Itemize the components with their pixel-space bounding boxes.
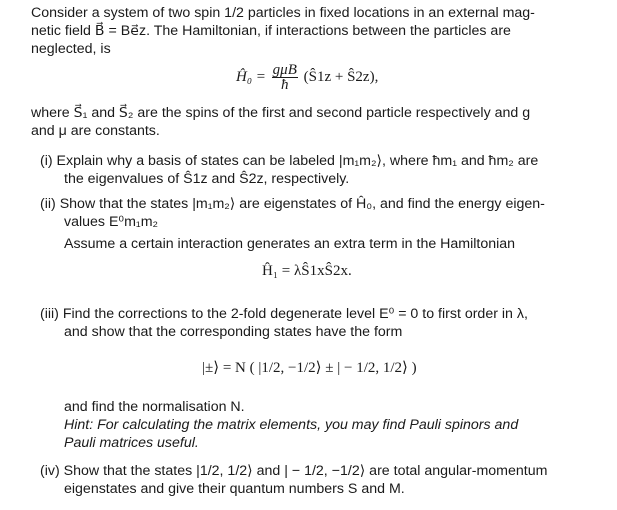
states-equation: |±⟩ = N ( |1/2, −1/2⟩ ± | − 1/2, 1/2⟩ ) <box>202 360 417 376</box>
normalisation-line: and find the normalisation N. <box>64 399 245 415</box>
part-ii-line-1: (ii) Show that the states |m₁m₂⟩ are eigenstates of Ĥ₀, and find the energy eigen- <box>40 196 545 212</box>
intro-line-2: netic field B⃗ = Be⃗z. The Hamiltonian, if interactions between the particles are <box>31 23 511 39</box>
part-iii-line-2: and show that the corresponding states have the form <box>64 324 403 340</box>
where-line-2: and μ are constants. <box>31 123 160 139</box>
part-iii-line-1: (iii) Find the corrections to the 2-fold degenerate level E⁰ = 0 to first order in λ, <box>40 306 528 322</box>
intro-line-3: neglected, is <box>31 41 111 57</box>
h0-fraction-numerator: gμB <box>272 62 297 78</box>
intro-line-1: Consider a system of two spin 1/2 particles in fixed locations in an external mag- <box>31 5 535 21</box>
part-ii-line-2: values E⁰m₁m₂ <box>64 214 159 230</box>
part-i-line-2: the eigenvalues of Ŝ1z and Ŝ2z, respectively. <box>64 171 350 187</box>
hint-line-2: Pauli matrices useful. <box>64 435 199 451</box>
hamiltonian-h0-equation <box>236 63 378 92</box>
h0-fraction <box>272 63 298 92</box>
hamiltonian-h1-equation: Ĥ₁ = λŜ1xŜ2x. <box>262 263 352 279</box>
part-ii-line-3: Assume a certain interaction generates an extra term in the Hamiltonian <box>64 236 516 252</box>
part-iv-line-2: eigenstates and give their quantum numbers S and M. <box>64 481 405 497</box>
where-line-1: where S⃗₁ and S⃗₂ are the spins of the first and second particle respectively and g <box>31 105 531 121</box>
hint-line-1: Hint: For calculating the matrix elements, you may find Pauli spinors and <box>64 417 519 433</box>
part-i-line-1: (i) Explain why a basis of states can be labeled |m₁m₂⟩, where ħm₁ and ħm₂ are <box>40 153 539 169</box>
h0-lhs: Ĥ₀ = <box>236 68 266 85</box>
part-iv-line-1: (iv) Show that the states |1/2, 1/2⟩ and | − 1/2, −1/2⟩ are total angular-momentum <box>40 463 548 479</box>
h0-rhs: (Ŝ1z + Ŝ2z), <box>303 68 379 85</box>
h0-fraction-denominator: ħ <box>281 77 289 93</box>
